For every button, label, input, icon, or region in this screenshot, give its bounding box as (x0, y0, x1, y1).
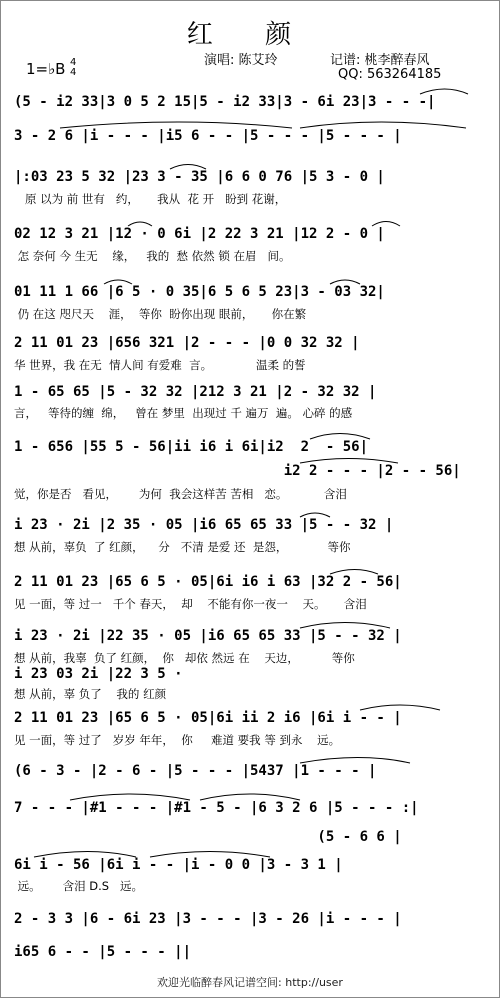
tie-mark (200, 794, 300, 800)
tie-mark (300, 122, 466, 128)
notation-line: 2 - 3 3 |6 - 6i 23 |3 - - - |3 - 26 |i - - - | (14, 911, 402, 927)
lyric-line: 华 世界，我 在无 情人间 有爱难 言。 温柔 的誓 (14, 358, 306, 372)
notation-line: 02 12 3 21 |12 · 0 6i |2 22 3 21 |12 2 - 0 | (14, 226, 385, 242)
notation-line: 3 - 2 6 |i - - - |i5 6 - - |5 - - - |5 - - - | (14, 128, 402, 144)
lyric-line: 仍 在这 咫尺天 涯， 等你 盼你出现 眼前， 你在繁 (14, 307, 307, 321)
tie-mark (70, 794, 190, 800)
notation-line: 2 11 01 23 |65 6 5 · 05|6i ii 2 i6 |6i i - - | (14, 710, 402, 726)
notation-line: i 23 03 2i |22 3 5 · (14, 666, 183, 682)
lyric-line: 想 从前，我辜 负了 红颜， 你 却依 然远 在 天边， 等你 (14, 651, 355, 665)
time-signature-bottom: 4 (70, 67, 77, 78)
notation-line: i65 6 - - |5 - - - || (14, 944, 192, 960)
notation-line: |:03 23 5 32 |23 3 - 35 |6 6 0 76 |5 3 - 0 | (14, 169, 385, 185)
lyric-line: 远。 含泪 D.S 远。 (14, 879, 144, 893)
notation-line: 2 11 01 23 |656 321 |2 - - - |0 0 32 32 | (14, 335, 360, 351)
tie-mark (300, 623, 390, 629)
slur-mark (372, 222, 400, 227)
tie-mark (300, 459, 398, 464)
song-title: 红 颜 (186, 20, 314, 50)
notation-line: 2 11 01 23 |65 6 5 · 05|6i i6 i 63 |32 2 - 56| (14, 574, 402, 590)
notation-line: (5 - i2 33|3 0 5 2 15|5 - i2 33|3 - 6i 23|3 - - -| (14, 94, 436, 110)
slur-mark (330, 280, 360, 284)
lyric-line: 见 一面，等 过了 岁岁 年年， 你 难道 要我 等 到永 远。 (14, 733, 341, 747)
singer: 演唱: 陈艾玲 (204, 53, 278, 68)
tie-mark (300, 758, 410, 764)
key-label: 1=♭B (26, 60, 66, 78)
slur-mark (360, 705, 440, 710)
notation-line: i 23 · 2i |22 35 · 05 |i6 65 65 33 |5 - - 32 | (14, 628, 402, 644)
footer-text: 欢迎光临醉春风记谱空间: http://user (157, 976, 343, 989)
time-signature-top: 4 (70, 57, 77, 68)
notation-line: 1 - 65 65 |5 - 32 32 |212 3 21 |2 - 32 32 | (14, 384, 377, 400)
lyric-line: 见 一面，等 过一 千个 春天， 却 不能有你一夜一 天。 含泪 (14, 597, 367, 611)
lyric-line: 原 以为 前 世有 约， 我从 花 开 盼到 花谢， (14, 192, 287, 206)
lyric-line: 怎 奈何 今 生无 缘， 我的 愁 依然 锁 在眉 间。 (14, 249, 291, 263)
notation-line: (6 - 3 - |2 - 6 - |5 - - - |5437 |1 - - - | (14, 763, 377, 779)
tie-mark (420, 89, 468, 94)
lyric-line: 想 从前，辜负 了 红颜， 分 不清 是爱 还 是怨， 等你 (14, 540, 351, 554)
notation-line: 1 - 656 |55 5 - 56|ii i6 i 6i|i2 2 - 56| (14, 439, 369, 455)
slur-mark (104, 280, 132, 284)
notation-line-alt: i2 2 - - - |2 - - 56| (14, 463, 461, 479)
notation-line: i 23 · 2i |2 35 · 05 |i6 65 65 33 |5 - - 32 | (14, 517, 394, 533)
slur-mark (330, 570, 378, 575)
transcriber: 记谱: 桃李醉春风 (330, 53, 430, 68)
tie-mark (60, 122, 292, 128)
notation-line: 6i i - 56 |6i i - - |i - 0 0 |3 - 3 1 | (14, 857, 343, 873)
notation-line: (5 - 6 6 | (14, 829, 402, 845)
lyric-line: 觉，你是否 看见， 为何 我会这样苦 苦相 恋。 含泪 (14, 487, 347, 501)
tie-mark (310, 434, 370, 440)
slur-mark (300, 513, 330, 517)
tie-mark (34, 852, 136, 858)
notation-line: 7 - - - |#1 - - - |#1 - 5 - |6 3 2 6 |5 - - - :| (14, 800, 419, 816)
qq-number: QQ: 563264185 (338, 67, 442, 82)
notation-line: 01 11 1 66 |6 5 · 0 35|6 5 6 5 23|3 - 03 32| (14, 284, 385, 300)
slur-mark (128, 222, 152, 226)
slur-mark (170, 165, 206, 170)
lyric-line: 想 从前，辜 负了 我的 红颜 (14, 687, 167, 701)
lyric-line: 言， 等待的缠 绵， 曾在 梦里 出现过 千 遍万 遍。 心碎 的感 (14, 406, 353, 420)
tie-mark (150, 852, 270, 858)
